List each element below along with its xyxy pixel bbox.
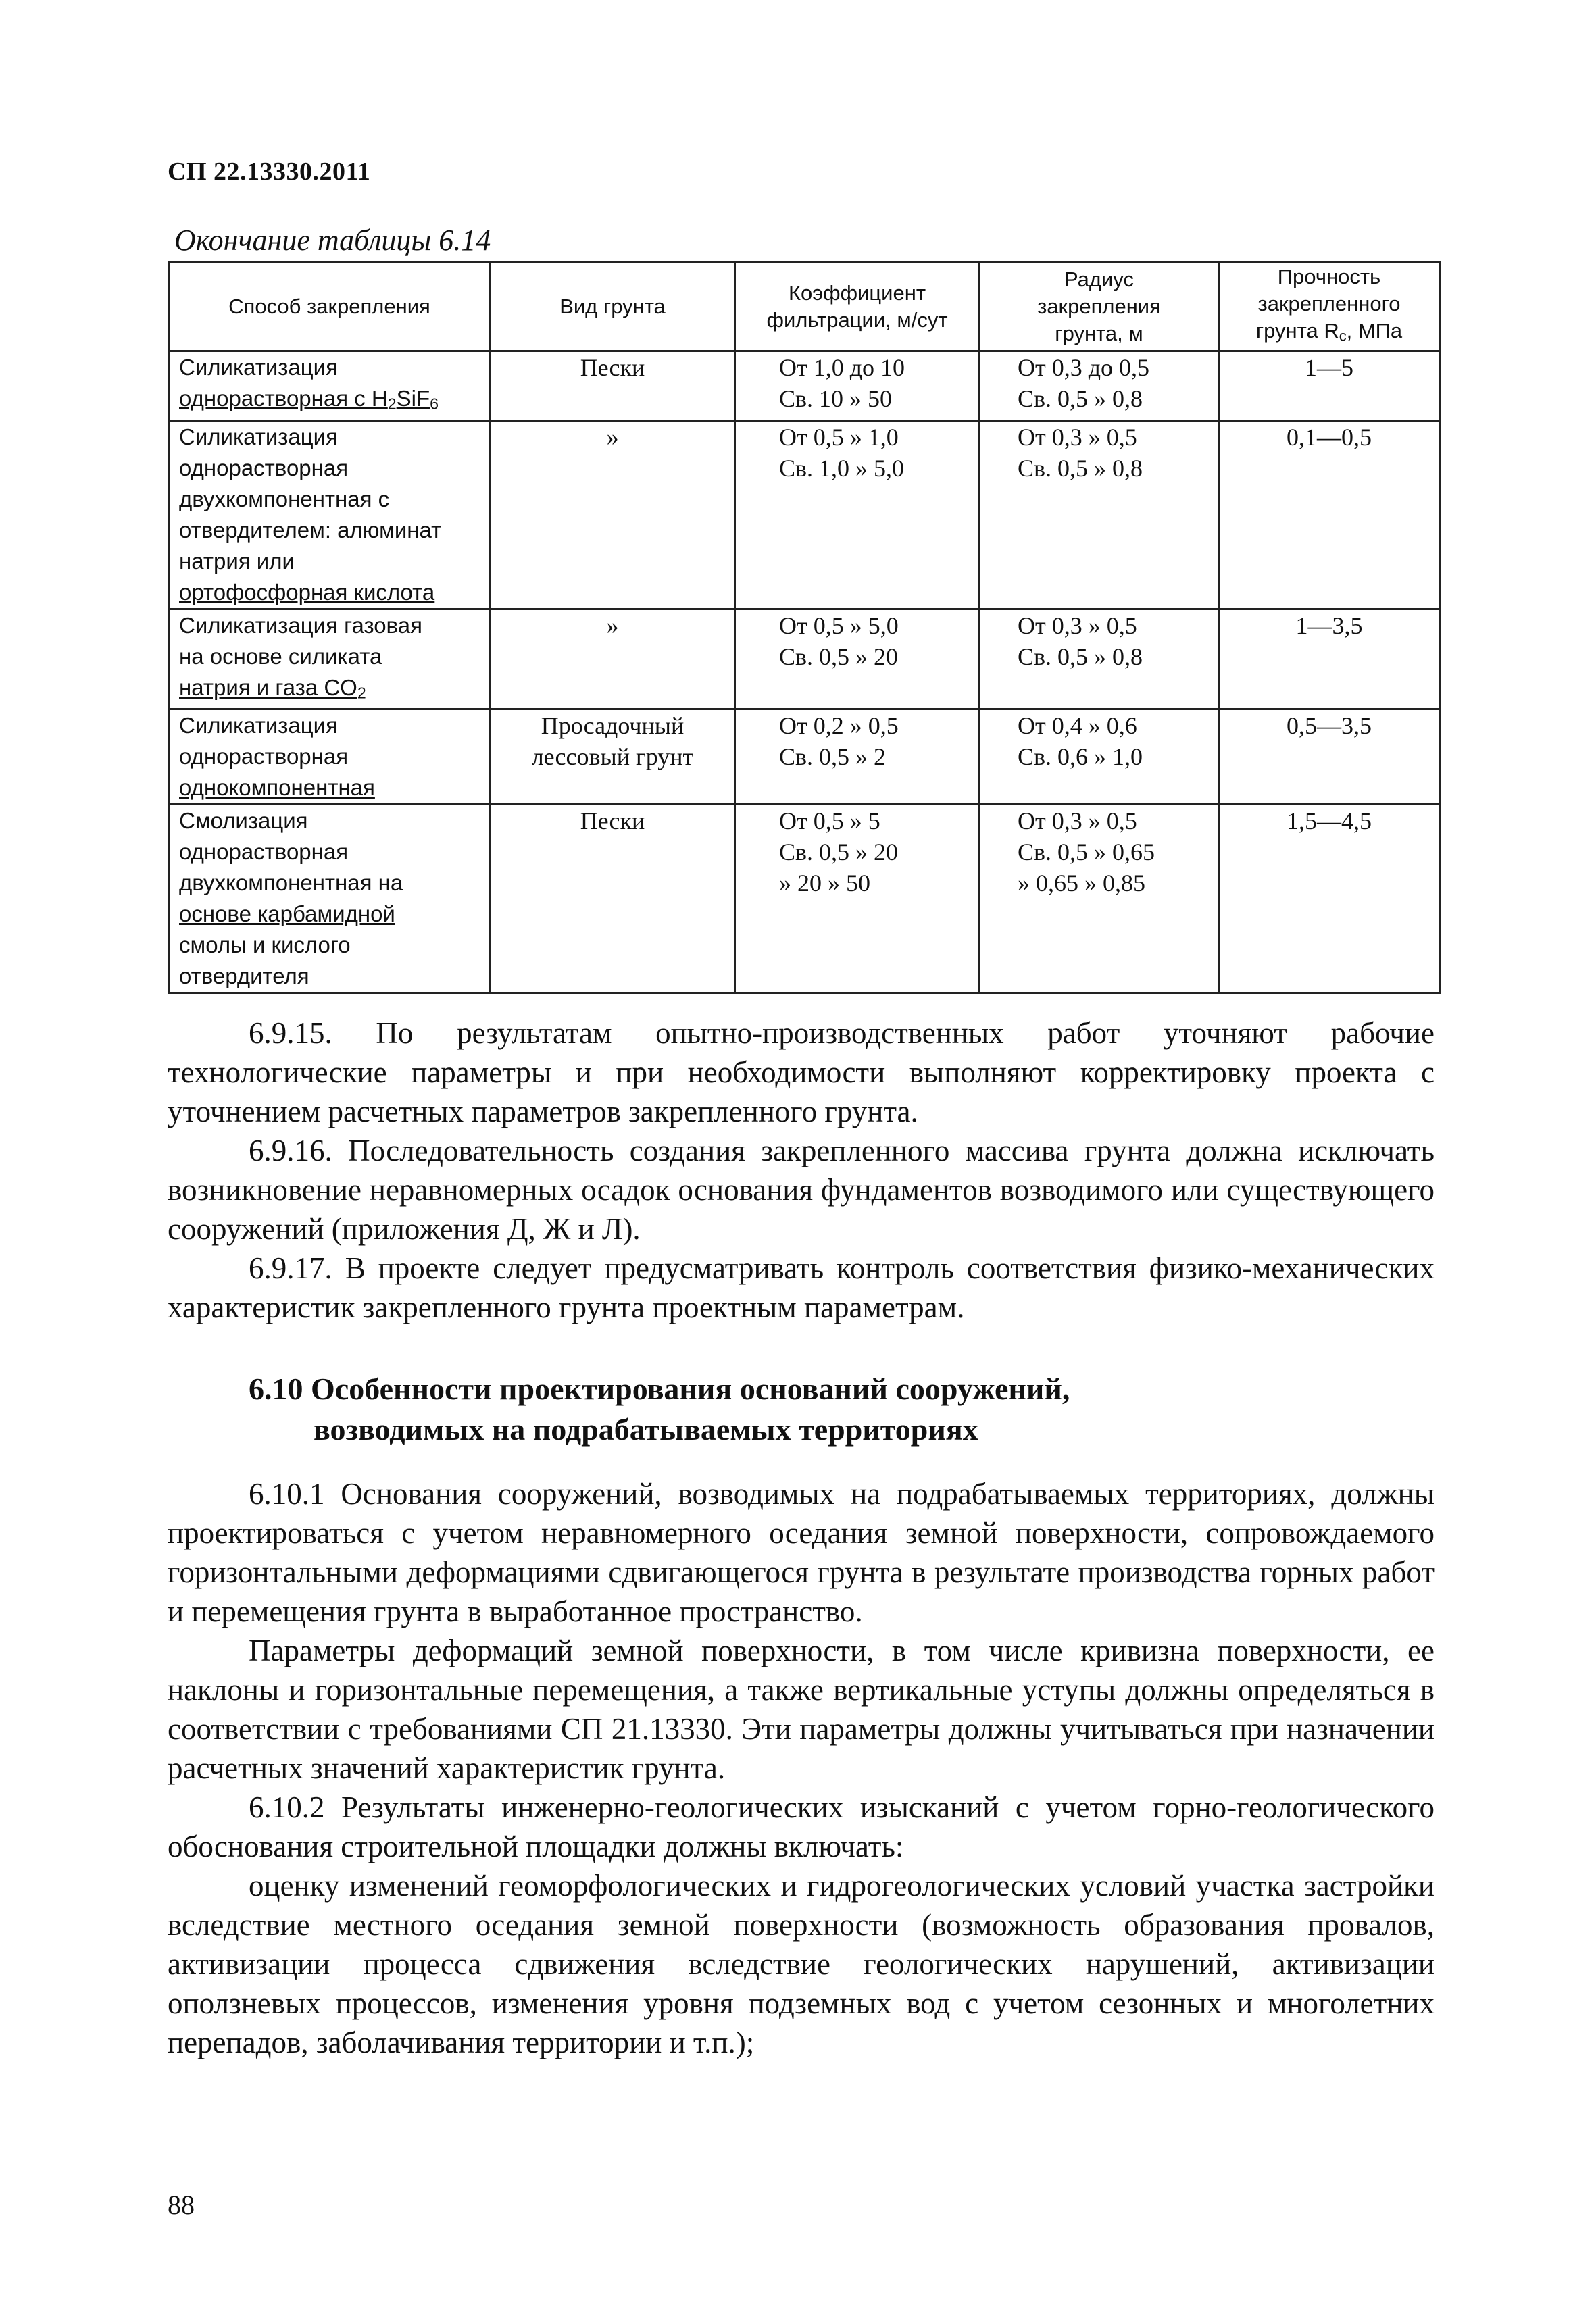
cell-soil: Пески: [491, 351, 735, 421]
table-row: [169, 420, 1440, 609]
cell-soil: »: [491, 609, 735, 709]
cell-radius: От 0,3 » 0,5 Св. 0,5 » 0,65 » 0,65 » 0,85: [980, 805, 1219, 993]
paragraph-6-9-15: 6.9.15. По результатам опытно-производственных работ уточняют рабочие технологические параметры и при необходимости выполняют корректировку проекта с уточнением расчетных параметров закрепленного грунта.: [168, 1016, 1435, 1128]
cell-method: Силикатизация однорастворная с $H_2SiF_6$: [169, 351, 491, 421]
table-row: [169, 609, 1440, 709]
paragraph-assessment-item: оценку изменений геоморфологических и гидрогеологических условий участка застройки вследствие местного оседания земной поверхности (возможность образования провалов, активизации процесса сдвижения вследствие геологических нарушений, активизации оползневых процессов, изменения уровня подземных вод с учетом сезонных и многолетних перепадов, заболачивания территории и т.п.);: [168, 1869, 1435, 2059]
paragraph-6-10-1: 6.10.1 Основания сооружений, возводимых на подрабатываемых территориях, должны проектироваться с учетом неравномерного оседания земной поверхности, сопровождаемого горизонтальными деформациями сдвигающегося грунта в результате производства горных работ и перемещения грунта в выработанное пространство.: [168, 1477, 1435, 1628]
cell-strength: 1,5—4,5: [1219, 805, 1440, 993]
section-title-6-10: 6.10 Особенности проектирования оснований сооружений, возводимых на подрабатываемых территориях: [249, 1372, 1070, 1447]
col-header-strength: Прочность закрепленного грунта $R_c$, МПа: [1219, 263, 1440, 351]
cell-filtration: От 0,5 » 5 Св. 0,5 » 20 » 20 » 50: [735, 805, 980, 993]
cell-radius: От 0,3 » 0,5 Св. 0,5 » 0,8: [980, 420, 1219, 609]
paragraph-deformation-parameters: Параметры деформаций земной поверхности, в том числе кривизна поверхности, ее наклоны и горизонтальные перемещения, а также вертикальные уступы должны определяться в соответствии с требованиями СП 21.13330. Эти параметры должны учитываться при назначении расчетных значений характеристик грунта.: [168, 1634, 1435, 1785]
col-header-radius: Радиус закрепления грунта, м: [980, 263, 1219, 351]
table-header-row: [169, 263, 1440, 351]
cell-filtration: От 0,5 » 1,0 Св. 1,0 » 5,0: [735, 420, 980, 609]
paragraph-6-9-16: 6.9.16. Последовательность создания закрепленного массива грунта должна исключать возникновение неравномерных осадок основания фундаментов возводимого или существующего сооружений (приложения Д, Ж и Л).: [168, 1134, 1435, 1246]
cell-method: Силикатизация газовая на основе силиката натрия и газа $CO_2$: [169, 609, 491, 709]
document-code-header: СП 22.13330.2011: [168, 157, 371, 186]
cell-strength: 1—5: [1219, 351, 1440, 421]
cell-method: Силикатизация однорастворная однокомпонентная: [169, 709, 491, 805]
cell-strength: 0,5—3,5: [1219, 709, 1440, 805]
table-row: [169, 351, 1440, 421]
col-header-filtration: Коэффициент фильтрации, м/сут: [735, 263, 980, 351]
page-number: 88: [168, 2190, 195, 2220]
cell-soil: Просадочный лессовый грунт: [491, 709, 735, 805]
col-header-method: Способ закрепления: [169, 263, 491, 351]
col-header-soil: Вид грунта: [491, 263, 735, 351]
paragraph-6-10-2: 6.10.2 Результаты инженерно-геологических изысканий с учетом горно-геологического обоснования строительной площадки должны включать:: [168, 1790, 1435, 1863]
body-text: [168, 1013, 1435, 2062]
cell-radius: От 0,3 » 0,5 Св. 0,5 » 0,8: [980, 609, 1219, 709]
table-6-14: [168, 261, 1441, 994]
cell-method: Смолизация однорастворная двухкомпонентная на основе карбамидной смолы и кислого отвердителя: [169, 805, 491, 993]
cell-strength: 1—3,5: [1219, 609, 1440, 709]
cell-soil: Пески: [491, 805, 735, 993]
cell-radius: От 0,3 до 0,5 Св. 0,5 » 0,8: [980, 351, 1219, 421]
cell-filtration: От 0,5 » 5,0 Св. 0,5 » 20: [735, 609, 980, 709]
table-row: [169, 709, 1440, 805]
cell-radius: От 0,4 » 0,6 Св. 0,6 » 1,0: [980, 709, 1219, 805]
cell-soil: »: [491, 420, 735, 609]
paragraph-6-9-17: 6.9.17. В проекте следует предусматривать контроль соответствия физико-механических характеристик закрепленного грунта проектным параметрам.: [168, 1251, 1435, 1324]
cell-strength: 0,1—0,5: [1219, 420, 1440, 609]
table-row: [169, 805, 1440, 993]
cell-filtration: От 0,2 » 0,5 Св. 0,5 » 2: [735, 709, 980, 805]
table-caption: Окончание таблицы 6.14: [174, 224, 491, 257]
cell-filtration: От 1,0 до 10 Св. 10 » 50: [735, 351, 980, 421]
cell-method: Силикатизация однорастворная двухкомпонентная с отвердителем: алюминат натрия или ортофосфорная кислота: [169, 420, 491, 609]
